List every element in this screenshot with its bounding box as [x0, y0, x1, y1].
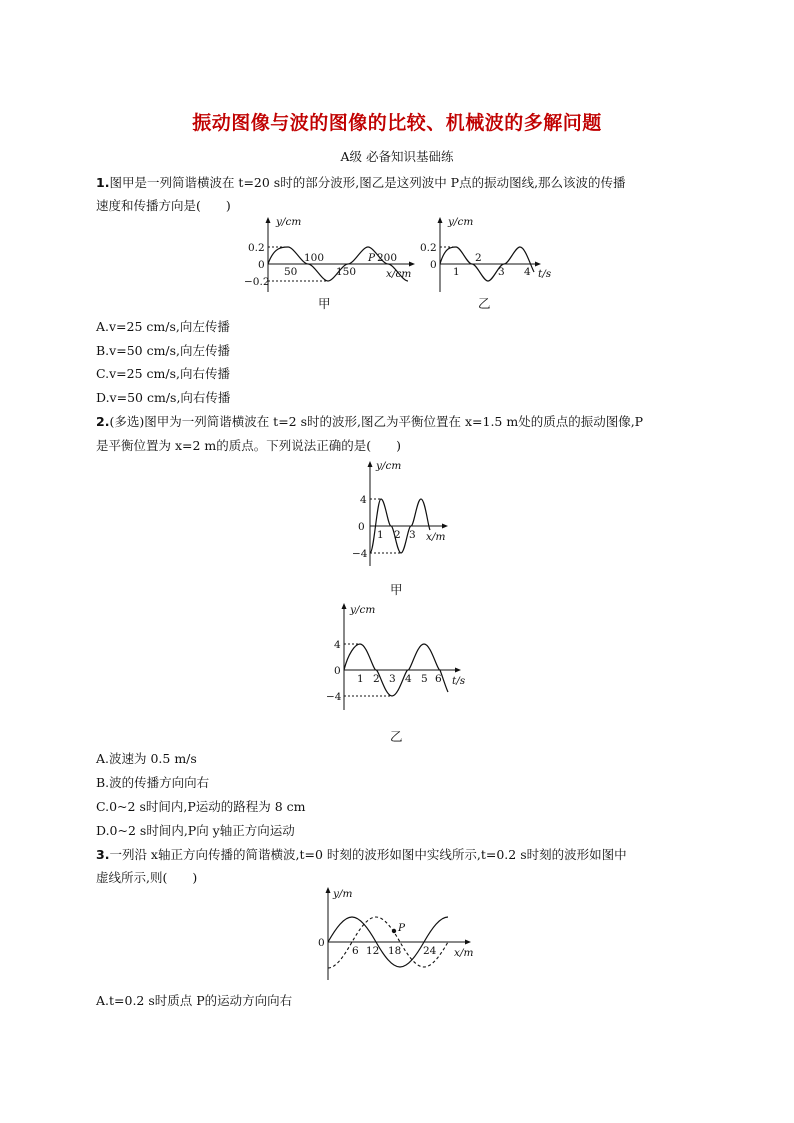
q2b-tick-2: 2 [373, 673, 380, 685]
section-level: A级 必备知识基础练 [340, 149, 454, 164]
q1-figure-a [244, 214, 424, 294]
q1b-tick-1: 1 [453, 266, 460, 278]
q3-line2: 虚线所示,则( ) [96, 870, 198, 885]
q3-ylabel: y/m [333, 888, 353, 900]
q1a-tick-200: 200 [377, 252, 398, 264]
q1a-xlabel: x/cm [386, 268, 412, 280]
q2b-tick-1: 1 [357, 673, 364, 685]
q3-figure [316, 884, 486, 984]
q1-option-c[interactable]: C.v=25 cm/s,向右传播 [96, 366, 230, 381]
q2a-tick-1: 1 [377, 529, 384, 541]
q3-tick-12: 12 [366, 945, 380, 957]
q1b-ytop: 0.2 [420, 242, 437, 254]
q2b-ylabel: y/cm [350, 604, 376, 616]
q2-option-b[interactable]: B.波的传播方向向右 [96, 775, 210, 790]
q2a-caption: 甲 [390, 582, 403, 597]
q2a-xlabel: x/m [426, 531, 446, 543]
q3-tick-6: 6 [352, 945, 359, 957]
q1-line1 [96, 173, 626, 191]
q3-point-p: P [398, 922, 406, 934]
q2-option-c[interactable]: C.0~2 s时间内,P运动的路程为 8 cm [96, 799, 306, 814]
q1a-tick-150: 150 [336, 266, 357, 278]
q1-text1: 图甲是一列简谐横波在 t=20 s时的部分波形,图乙是这列波中 P点的振动图线,那么该波的传播 [109, 175, 626, 190]
q1a-zero: 0 [258, 259, 265, 271]
q1a-ytop: 0.2 [248, 242, 265, 254]
q1-option-d[interactable]: D.v=50 cm/s,向右传播 [96, 390, 231, 405]
q2b-xlabel: t/s [452, 675, 466, 687]
q3-option-a[interactable]: A.t=0.2 s时质点 P的运动方向向右 [96, 993, 293, 1008]
q1-figure-b [420, 214, 570, 294]
q1a-caption: 甲 [318, 296, 331, 311]
q1a-tick-50: 50 [284, 266, 298, 278]
q2a-tick-2: 2 [394, 529, 401, 541]
q2b-tick-5: 5 [421, 673, 428, 685]
q1-number: 1. [96, 175, 110, 190]
q2b-tick-4: 4 [405, 673, 412, 685]
q1b-tick-3: 3 [498, 266, 505, 278]
q2b-ytop: 4 [334, 639, 341, 651]
q1b-zero: 0 [430, 259, 437, 271]
q1-option-b[interactable]: B.v=50 cm/s,向左传播 [96, 343, 231, 358]
q1b-tick-2: 2 [475, 252, 482, 264]
q1a-tick-100: 100 [304, 252, 325, 264]
q1b-ylabel: y/cm [448, 216, 474, 228]
q3-xlabel: x/m [454, 947, 474, 959]
q2-option-d[interactable]: D.0~2 s时间内,P向 y轴正方向运动 [96, 823, 295, 838]
q1b-caption: 乙 [478, 296, 491, 311]
q1a-ybottom: −0.2 [244, 276, 270, 288]
q3-text1: 一列沿 x轴正方向传播的简谐横波,t=0 时刻的波形如图中实线所示,t=0.2 s时刻的波形如图中 [109, 847, 627, 862]
q2a-tick-3: 3 [409, 529, 416, 541]
q2b-tick-3: 3 [389, 673, 396, 685]
q2b-caption: 乙 [390, 729, 403, 744]
q2b-zero: 0 [334, 665, 341, 677]
q3-tick-18: 18 [388, 945, 402, 957]
q2-figure-b [326, 600, 476, 714]
q3-line1 [96, 845, 627, 863]
q1-line2: 速度和传播方向是( ) [96, 198, 231, 213]
q1-option-a[interactable]: A.v=25 cm/s,向左传播 [96, 319, 230, 334]
q2a-ybottom: −4 [352, 548, 368, 560]
q1a-ylabel: y/cm [276, 216, 302, 228]
q1b-tick-4: 4 [524, 266, 531, 278]
q2-line1 [96, 412, 643, 430]
q2-text1: (多选)图甲为一列简谐横波在 t=2 s时的波形,图乙为平衡位置在 x=1.5 m处的质点的振动图像,P [109, 414, 644, 429]
q2-line2: 是平衡位置为 x=2 m的质点。下列说法正确的是( ) [96, 438, 402, 453]
q2a-zero: 0 [358, 521, 365, 533]
q2a-ylabel: y/cm [376, 460, 402, 472]
q3-tick-24: 24 [423, 945, 437, 957]
q1b-xlabel: t/s [538, 268, 552, 280]
q2-option-a[interactable]: A.波速为 0.5 m/s [96, 751, 197, 766]
q2b-tick-6: 6 [435, 673, 442, 685]
page-title: 振动图像与波的图像的比较、机械波的多解问题 [192, 112, 602, 134]
q2-number: 2. [96, 414, 110, 429]
q3-point-p-dot [392, 929, 396, 933]
q1a-point-p: P [368, 252, 376, 264]
q2b-ybottom: −4 [326, 691, 342, 703]
q3-number: 3. [96, 847, 110, 862]
q2a-ytop: 4 [360, 494, 367, 506]
q2-figure-a [350, 458, 460, 570]
q3-zero: 0 [318, 937, 325, 949]
